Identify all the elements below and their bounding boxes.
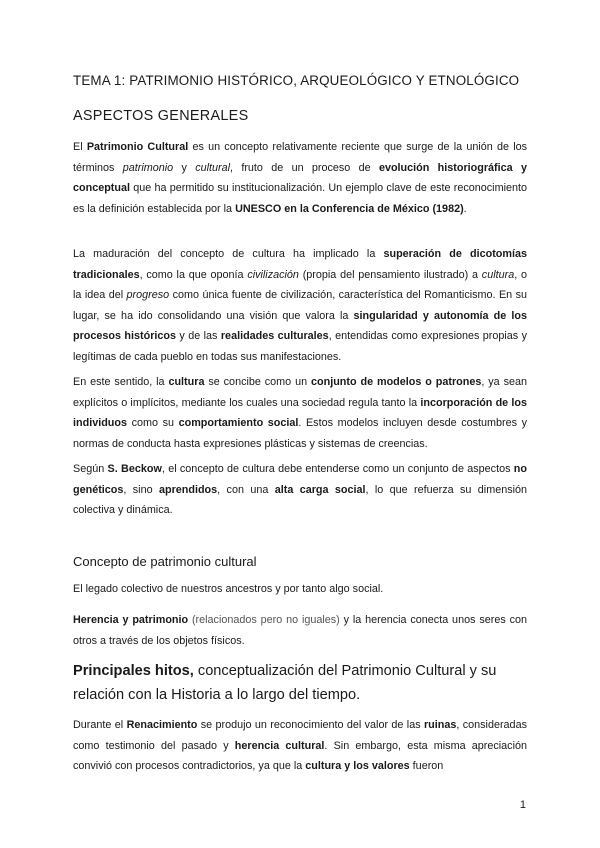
- section-title: ASPECTOS GENERALES: [73, 108, 249, 124]
- page-title: TEMA 1: PATRIMONIO HISTÓRICO, ARQUEOLÓGICO Y ETNOLÓGICO: [73, 73, 520, 88]
- paragraph-herencia: Herencia y patrimonio (relacionados pero no iguales) y la herencia conecta unos seres con otros a través de los objetos físicos.: [73, 614, 527, 647]
- paragraph-maduracion-cultura: La maduración del concepto de cultura ha implicado la superación de dicotomías tradicionales, como la que oponía civilización (propia del pensamiento ilustrado) a cultura, o la idea del progreso como única fuente de civilización, característica del Romanticismo. En su lugar, se ha ido consolidando una visión que valora la singularidad y autonomía de los procesos históricos y de las realidades culturales, entendidas como expresiones propias y legítimas de cada pueblo en todas sus manifestaciones.: [73, 248, 527, 363]
- paragraph-cultura-modelos: En este sentido, la cultura se concibe como un conjunto de modelos o patrones, ya sean explícitos o implícitos, mediante los cuales una sociedad regula tanto la incorporación de los individuos como su comportamiento social. Estos modelos incluyen desde costumbres y normas de conducta hasta expresiones plásticas y sistemas de creencias.: [73, 376, 527, 450]
- paragraph-legado: El legado colectivo de nuestros ancestros y por tanto algo social.: [73, 583, 384, 595]
- paragraph-renacimiento: Durante el Renacimiento se produjo un reconocimiento del valor de las ruinas, consideradas como testimonio del pasado y herencia cultural. Sin embargo, esta misma apreciación convivió con procesos contradictorios, ya que la cultura y los valores fueron: [73, 719, 527, 772]
- paragraph-patrimonio-cultural: El Patrimonio Cultural es un concepto relativamente reciente que surge de la unión de los términos patrimonio y cultural, fruto de un proceso de evolución historiográfica y conceptual que ha permitido su institucionalización. Un ejemplo clave de este reconocimiento es la definición establecida por la UNESCO en la Conferencia de México (1982).: [73, 141, 527, 215]
- page-number: 1: [519, 799, 526, 811]
- paragraph-principales-hitos: Principales hitos, conceptualización del Patrimonio Cultural y su relación con la Historia a lo largo del tiempo.: [73, 663, 497, 703]
- paragraph-beckow: Según S. Beckow, el concepto de cultura debe entenderse como un conjunto de aspectos no genéticos, sino aprendidos, con una alta carga social, lo que refuerza su dimensión colectiva y dinámica.: [73, 463, 528, 516]
- subheading-concepto-patrimonio: Concepto de patrimonio cultural: [73, 554, 257, 569]
